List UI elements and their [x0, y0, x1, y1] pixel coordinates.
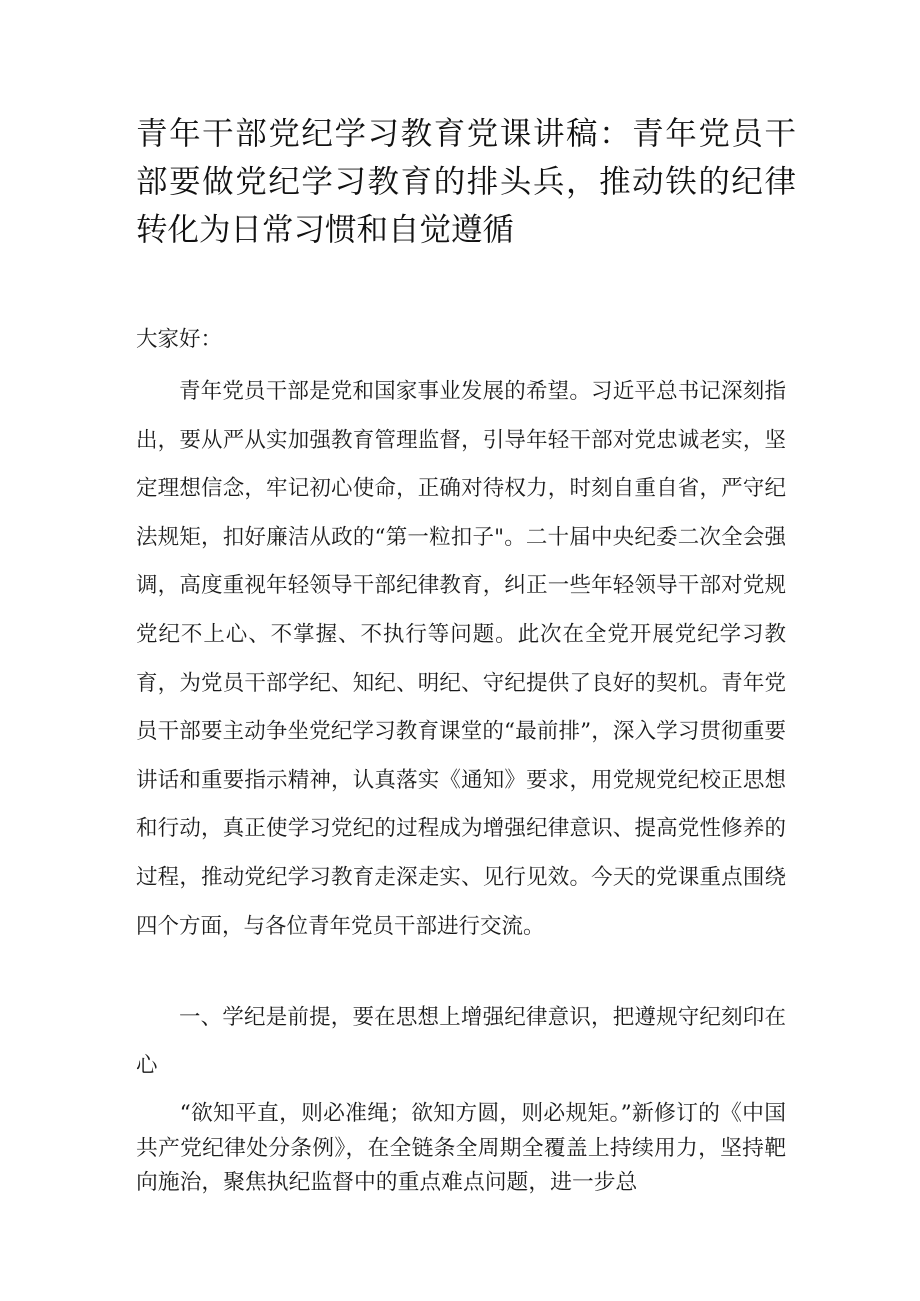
- paragraph-2: “欲知平直，则必准绳；欲知方圆，则必规矩。”新修订的《中国共产党纪律处分条例》，在全链条全周期全覆盖上持续用力，坚持靶向施治，聚焦执纪监督中的重点难点问题，进一步总: [136, 1101, 786, 1195]
- section-heading-1: 一、学纪是前提，要在思想上增强纪律意识，把遵规守纪刻印在心: [136, 1005, 786, 1078]
- document-title: 青年干部党纪学习教育党课讲稿：青年党员干部要做党纪学习教育的排头兵，推动铁的纪律转化为日常习惯和自觉遵循: [136, 116, 796, 248]
- paragraph-1: 青年党员干部是党和国家事业发展的希望。习近平总书记深刻指出，要从严从实加强教育管理监督，引导年轻干部对党忠诚老实，坚定理想信念，牢记初心使命，正确对待权力，时刻自重自省，严守纪法规矩，扣好廉洁从政的“第一粒扣子"。二十届中央纪委二次全会强调，高度重视年轻领导干部纪律教育，纠正一些年轻领导干部对党规党纪不上心、不掌握、不执行等问题。此次在全党开展党纪学习教育，为党员干部学纪、知纪、明纪、守纪提供了良好的契机。青年党员干部要主动争坐党纪学习教育课堂的“最前排”，深入学习贯彻重要讲话和重要指示精神，认真落实《通知》要求，用党规党纪校正思想和行动，真正使学习党纪的过程成为增强纪律意识、提高党性修养的过程，推动党纪学习教育走深走实、见行见效。今天的党课重点围绕四个方面，与各位青年党员干部进行交流。: [136, 379, 786, 939]
- greeting: 大家好：: [136, 327, 223, 352]
